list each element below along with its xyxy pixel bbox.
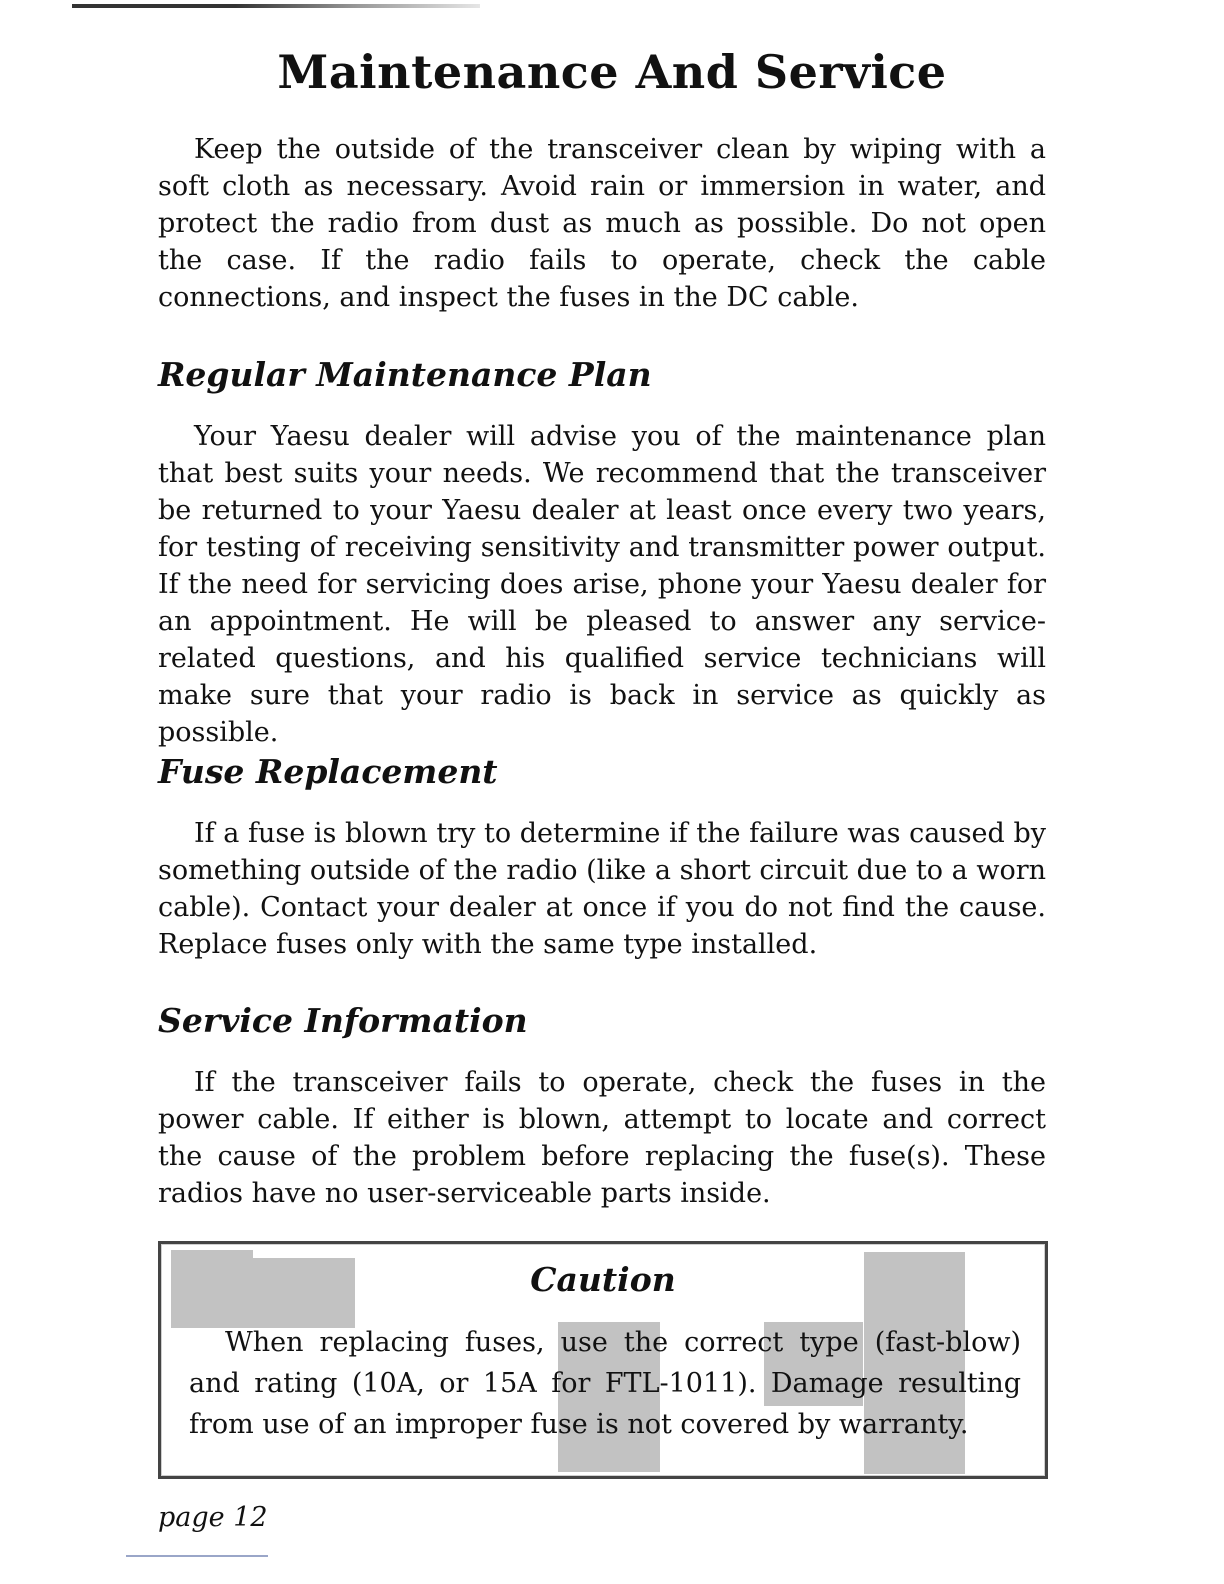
regular-maintenance-paragraph: Your Yaesu dealer will advise you of the maintenance plan that best suits your needs. We recommend that the transceiver be returned to your Yaesu dealer at least once every two years, for testing of receiving sensitivity and transmitter power output. If the need for servicing does arise, phone your Yaesu dealer for an appointment. He will be pleased to answer any service-related questions, and his qualified service technicians will make sure that your radio is back in service as quickly as possible.	[158, 421, 1046, 748]
bottom-rule	[126, 1555, 268, 1557]
caution-text: When replacing fuses, use the correct type (fast-blow) and rating (10A, or 15A for FTL-1011). Damage resulting from use of an improper fuse is not covered by warranty.	[189, 1327, 1021, 1440]
caution-box	[158, 1241, 1048, 1479]
service-information-paragraph: If the transceiver fails to operate, check the fuses in the power cable. If either is blown, attempt to locate and correct the cause of the problem before replacing the fuse(s). These radios have no user-serviceable parts inside.	[158, 1067, 1046, 1209]
intro-paragraph: Keep the outside of the transceiver clean by wiping with a soft cloth as necessary. Avoid rain or immersion in water, and protect the radio from dust as much as possible. Do not open the case. If the radio fails to operate, check the cable connections, and inspect the fuses in the DC cable.	[158, 134, 1046, 313]
page-number: page 12	[158, 1502, 268, 1533]
heading-regular-maintenance-plan: Regular Maintenance Plan	[158, 355, 652, 394]
heading-fuse-replacement: Fuse Replacement	[158, 752, 498, 791]
top-rule	[72, 4, 480, 8]
fuse-replacement-paragraph: If a fuse is blown try to determine if the failure was caused by something outside of the radio (like a short circuit due to a worn cable). Contact your dealer at once if you do not find the cause. Replace fuses only with the same type installed.	[158, 818, 1046, 960]
caution-title: Caution	[530, 1260, 676, 1299]
heading-service-information: Service Information	[158, 1001, 528, 1040]
page-title: Maintenance And Service	[277, 45, 947, 99]
